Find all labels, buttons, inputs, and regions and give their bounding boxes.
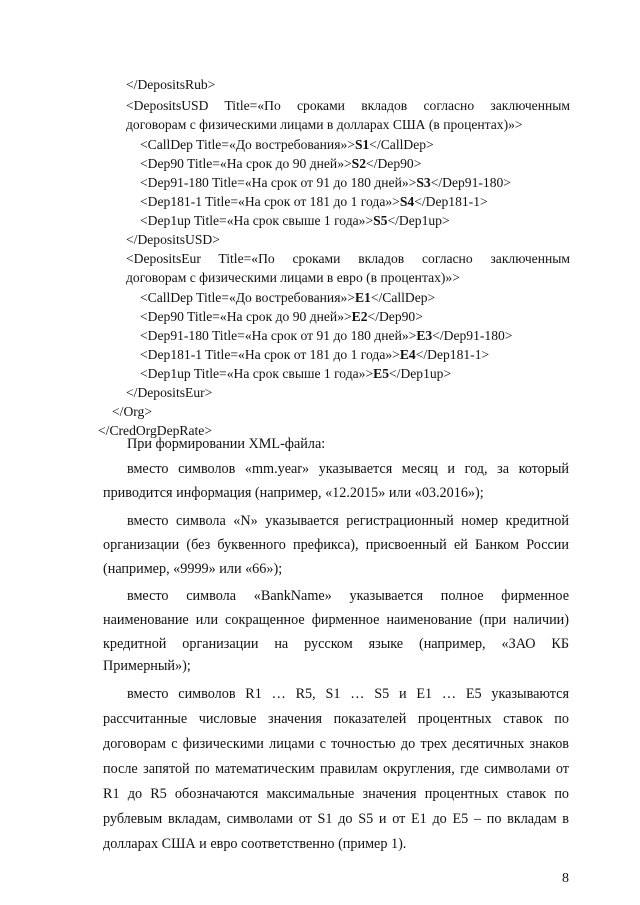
paragraph-line: R1 до R5 обозначаются максимальные значения процентных ставок по bbox=[103, 786, 569, 802]
page-number: 8 bbox=[562, 871, 569, 886]
code-line: </DepositsEur> bbox=[126, 385, 213, 400]
code-line: <Dep90 Title=«На срок до 90 дней»>E2</Dep90> bbox=[140, 309, 423, 324]
paragraph-line: кредитной организации на русском языке (например, «ЗАО КБ bbox=[103, 636, 569, 652]
paragraph-line: рублевым вкладам, символами от S1 до S5 и от E1 до E5 – по вкладам в bbox=[103, 811, 569, 827]
intro-text: При формировании XML-файла: bbox=[127, 436, 326, 452]
paragraph-line: вместо символа «N» указывается регистрационный номер кредитной bbox=[127, 513, 569, 529]
paragraph-line: договорам с физическими лицами с точностью до трех десятичных знаков bbox=[103, 736, 569, 752]
paragraph-line: рассчитанные числовые значения показателей процентных ставок по bbox=[103, 711, 569, 727]
code-line: договорам с физическими лицами в долларах США (в процентах)»> bbox=[126, 117, 523, 132]
code-line: </DepositsRub> bbox=[126, 77, 216, 92]
paragraph-line: Примерный»); bbox=[103, 658, 191, 674]
code-line: </Org> bbox=[112, 404, 153, 419]
code-line: <Dep181-1 Title=«На срок от 181 до 1 года»>S4</Dep181-1> bbox=[140, 194, 488, 209]
paragraph-line: после запятой по математическим правилам округления, где символами от bbox=[103, 761, 569, 777]
code-line: <Dep1up Title=«На срок свыше 1 года»>S5</Dep1up> bbox=[140, 213, 450, 228]
paragraph-line: (например, «9999» или «66»); bbox=[103, 561, 283, 577]
paragraph-line: приводится информация (например, «12.2015» или «03.2016»); bbox=[103, 485, 484, 501]
code-line: <CallDep Title=«До востребования»>E1</CallDep> bbox=[140, 290, 436, 305]
code-line: договорам с физическими лицами в евро (в процентах)»> bbox=[126, 270, 460, 285]
code-line: <Dep1up Title=«На срок свыше 1 года»>E5</Dep1up> bbox=[140, 366, 452, 381]
code-line: </DepositsUSD> bbox=[126, 232, 220, 247]
paragraph-line: организации (без буквенного префикса), присвоенный ей Банком России bbox=[103, 537, 569, 553]
code-line: <Dep91-180 Title=«На срок от 91 до 180 дней»>E3</Dep91-180> bbox=[140, 328, 513, 343]
code-line: <Dep90 Title=«На срок до 90 дней»>S2</Dep90> bbox=[140, 156, 422, 171]
code-line: <DepositsUSD Title=«По сроками вкладов согласно заключенным bbox=[126, 98, 570, 113]
paragraph-line: долларах США и евро соответственно (пример 1). bbox=[103, 836, 407, 852]
paragraph-line: вместо символа «BankName» указывается полное фирменное bbox=[127, 588, 569, 604]
code-line: <Dep181-1 Title=«На срок от 181 до 1 года»>E4</Dep181-1> bbox=[140, 347, 490, 362]
paragraph-line: вместо символов «mm.year» указывается месяц и год, за который bbox=[127, 461, 569, 477]
code-line: </CredOrgDepRate> bbox=[98, 423, 212, 438]
code-line: <Dep91-180 Title=«На срок от 91 до 180 дней»>S3</Dep91-180> bbox=[140, 175, 511, 190]
code-line: <DepositsEur Title=«По сроками вкладов согласно заключенным bbox=[126, 251, 570, 266]
paragraph-line: наименование или сокращенное фирменное наименование (при наличии) bbox=[103, 612, 569, 628]
paragraph-line: вместо символов R1 … R5, S1 … S5 и E1 … E5 указываются bbox=[127, 686, 569, 702]
code-line: <CallDep Title=«До востребования»>S1</CallDep> bbox=[140, 137, 434, 152]
